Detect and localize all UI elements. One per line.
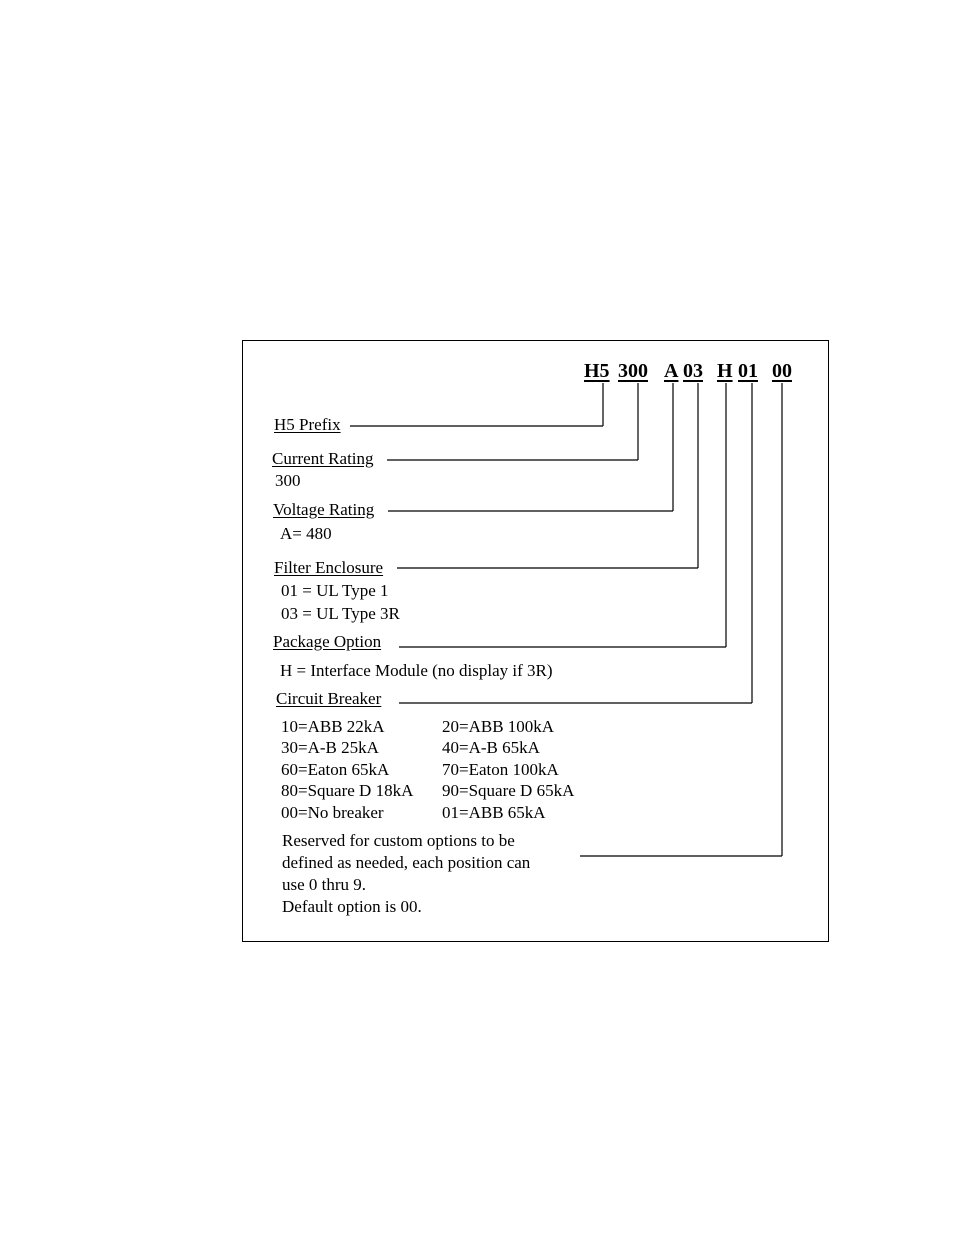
code-segment-custom: 00 <box>772 360 792 382</box>
code-segment-breaker: 01 <box>738 360 758 382</box>
custom-options-line: Default option is 00. <box>282 897 422 916</box>
heading-package-option: Package Option <box>273 632 382 651</box>
heading-voltage-rating: Voltage Rating <box>273 500 375 519</box>
breaker-option: 20=ABB 100kA <box>442 717 555 736</box>
breaker-option: 70=Eaton 100kA <box>442 760 559 779</box>
breaker-option: 40=A-B 65kA <box>442 738 540 757</box>
code-segment-voltage: A <box>664 360 679 382</box>
breaker-option: 30=A-B 25kA <box>281 738 379 757</box>
custom-options-line: defined as needed, each position can <box>282 853 531 872</box>
breaker-option: 10=ABB 22kA <box>281 717 385 736</box>
filter-enclosure-value-2: 03 = UL Type 3R <box>281 604 400 623</box>
custom-options-line: Reserved for custom options to be <box>282 831 515 850</box>
code-segment-prefix: H5 <box>584 360 610 382</box>
code-segment-package: H <box>717 360 733 382</box>
code-segment-enclosure: 03 <box>683 360 703 382</box>
breaker-option: 90=Square D 65kA <box>442 781 575 800</box>
custom-options-line: use 0 thru 9. <box>282 875 367 894</box>
code-segment-current: 300 <box>618 360 648 382</box>
heading-current-rating: Current Rating <box>272 449 374 468</box>
heading-filter-enclosure: Filter Enclosure <box>274 558 384 577</box>
breaker-option: 80=Square D 18kA <box>281 781 414 800</box>
current-rating-value: 300 <box>275 471 301 490</box>
part-number-diagram <box>242 340 829 942</box>
breaker-option: 60=Eaton 65kA <box>281 760 390 779</box>
heading-h5-prefix: H5 Prefix <box>274 415 341 434</box>
package-option-value: H = Interface Module (no display if 3R) <box>280 661 553 680</box>
voltage-rating-value: A= 480 <box>280 524 332 543</box>
heading-circuit-breaker: Circuit Breaker <box>276 689 382 708</box>
breaker-option: 00=No breaker <box>281 803 384 822</box>
breaker-option: 01=ABB 65kA <box>442 803 546 822</box>
filter-enclosure-value-1: 01 = UL Type 1 <box>281 581 389 600</box>
